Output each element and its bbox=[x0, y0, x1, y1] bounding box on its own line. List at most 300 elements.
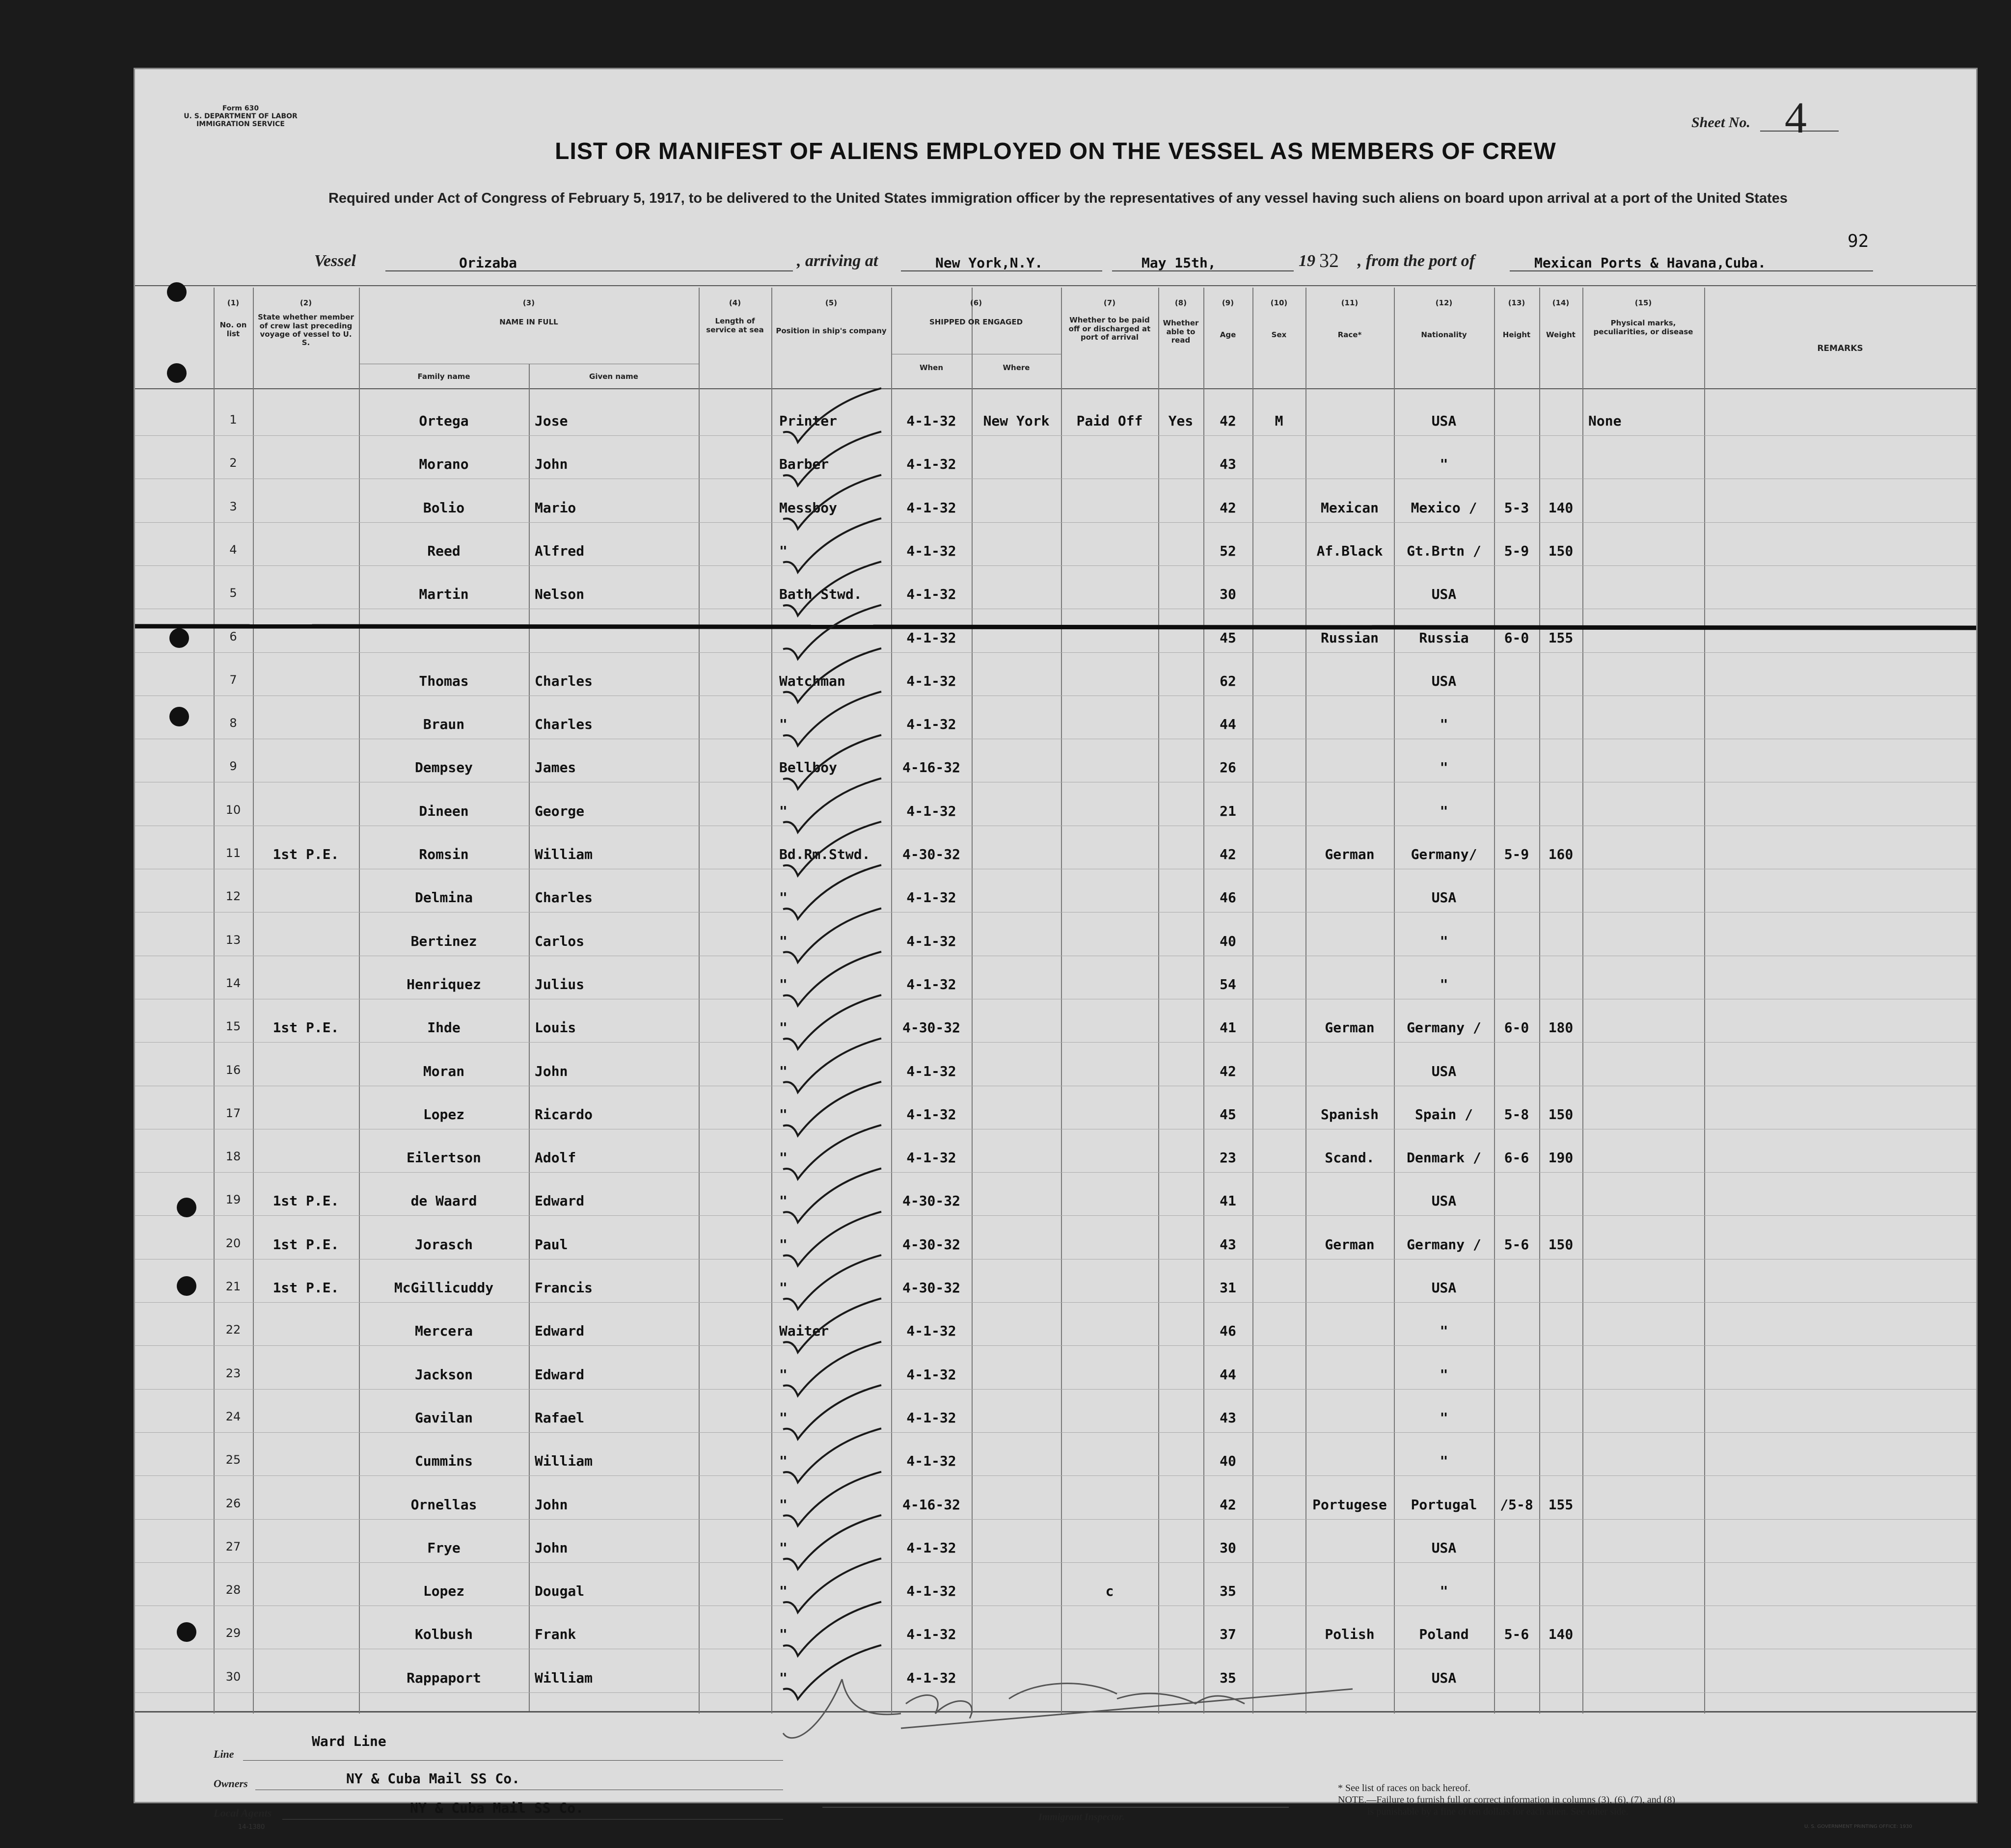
cell-family: Ortega bbox=[419, 413, 469, 429]
cell-family: Rappaport bbox=[407, 1669, 481, 1686]
cell-race: German bbox=[1325, 1019, 1375, 1036]
cell-nat: " bbox=[1440, 1453, 1448, 1470]
page-title: LIST OR MANIFEST OF ALIENS EMPLOYED ON THE VESSEL AS MEMBERS OF CREW bbox=[555, 138, 1556, 164]
check-mark bbox=[783, 995, 881, 1049]
cell-given: Frank bbox=[535, 1626, 576, 1643]
cell-no: 24 bbox=[225, 1409, 241, 1423]
cell-position: " bbox=[779, 803, 788, 819]
cell-nat: Germany / bbox=[1407, 1236, 1481, 1253]
cell-family: Gavilan bbox=[414, 1409, 473, 1426]
cell-no: 10 bbox=[225, 803, 241, 817]
cell-given: Dougal bbox=[535, 1583, 585, 1600]
cell-when: 4-1-32 bbox=[906, 672, 956, 689]
check-mark bbox=[783, 388, 881, 442]
cell-age: 35 bbox=[1220, 1583, 1236, 1600]
page-number: 92 bbox=[1848, 231, 1869, 251]
cell-position: " bbox=[779, 1150, 788, 1166]
cell-family: Ornellas bbox=[410, 1496, 477, 1513]
cell-when: 4-30-32 bbox=[902, 1280, 960, 1296]
cell-prev: 1st P.E. bbox=[272, 846, 339, 862]
col-header-given-name: Given name bbox=[589, 372, 638, 381]
cell-when: 4-30-32 bbox=[902, 846, 960, 862]
cell-race: Af.Black bbox=[1316, 542, 1383, 559]
cell-given: Francis bbox=[535, 1280, 593, 1296]
cell-when: 4-30-32 bbox=[902, 1193, 960, 1209]
cell-no: 3 bbox=[229, 499, 237, 513]
cell-when: 4-1-32 bbox=[906, 499, 956, 516]
cell-position: " bbox=[779, 1453, 788, 1470]
cell-weight: 150 bbox=[1548, 1236, 1574, 1253]
department: U. S. DEPARTMENT OF LABOR bbox=[184, 112, 298, 121]
check-mark bbox=[783, 562, 881, 616]
cell-given: Carlos bbox=[535, 933, 585, 949]
cell-position: " bbox=[779, 1063, 788, 1079]
cell-position: Waiter bbox=[779, 1323, 829, 1339]
cell-when: 4-1-32 bbox=[906, 1366, 956, 1383]
cell-given: John bbox=[535, 1539, 568, 1556]
cell-height: 5-9 bbox=[1504, 542, 1529, 559]
cell-age: 42 bbox=[1220, 499, 1236, 516]
arrival-year: 32 bbox=[1319, 249, 1339, 271]
cell-nat: Poland bbox=[1419, 1626, 1469, 1643]
cell-when: 4-16-32 bbox=[902, 1496, 960, 1513]
cell-given: William bbox=[535, 1453, 593, 1470]
cell-nat: USA bbox=[1431, 889, 1457, 906]
cell-weight: 140 bbox=[1548, 1626, 1574, 1643]
cell-position: Barber bbox=[779, 456, 829, 473]
cell-no: 21 bbox=[225, 1280, 241, 1293]
cell-when: 4-1-32 bbox=[906, 1150, 956, 1166]
cell-read: Yes bbox=[1168, 413, 1194, 429]
cell-given: Julius bbox=[535, 976, 585, 992]
col-header-paid-off: Whether to be paid off or discharged at port of arrival bbox=[1068, 316, 1151, 342]
col-header-family-name: Family name bbox=[417, 372, 470, 381]
cell-race: German bbox=[1325, 846, 1375, 862]
cell-age: 21 bbox=[1220, 803, 1236, 819]
cell-race: Scand. bbox=[1325, 1150, 1375, 1166]
cell-position: " bbox=[779, 542, 788, 559]
cell-position: Bd.Rm.Stwd. bbox=[779, 846, 870, 862]
cell-age: 35 bbox=[1220, 1669, 1236, 1686]
cell-prev: 1st P.E. bbox=[272, 1193, 339, 1209]
cell-when: 4-1-32 bbox=[906, 1106, 956, 1123]
cell-no: 4 bbox=[229, 542, 237, 557]
cell-age: 46 bbox=[1220, 889, 1236, 906]
check-mark bbox=[783, 909, 881, 963]
cell-position: Messboy bbox=[779, 499, 838, 516]
cell-height: 5-6 bbox=[1504, 1236, 1529, 1253]
check-mark bbox=[783, 1039, 881, 1093]
cell-when: 4-16-32 bbox=[902, 759, 960, 776]
cell-given: Edward bbox=[535, 1193, 585, 1209]
cell-when: 4-1-32 bbox=[906, 716, 956, 733]
cell-nat: Spain / bbox=[1414, 1106, 1473, 1123]
binder-hole bbox=[177, 1198, 196, 1217]
check-mark bbox=[783, 952, 881, 1006]
cell-no: 8 bbox=[229, 716, 237, 730]
cell-given: Edward bbox=[535, 1323, 585, 1339]
binder-hole bbox=[169, 628, 189, 648]
cell-given: Adolf bbox=[535, 1150, 576, 1166]
cell-when: 4-1-32 bbox=[906, 1626, 956, 1643]
cell-no: 15 bbox=[225, 1019, 241, 1034]
cell-when: 4-1-32 bbox=[906, 1583, 956, 1600]
binder-hole bbox=[177, 1276, 196, 1296]
cell-family: Morano bbox=[419, 456, 469, 473]
check-mark bbox=[783, 735, 881, 789]
cell-weight: 150 bbox=[1548, 1106, 1574, 1123]
agents-label: Local Agents bbox=[214, 1807, 272, 1819]
cell-nat: " bbox=[1440, 759, 1448, 776]
service: IMMIGRATION SERVICE bbox=[196, 120, 285, 129]
cell-nat: " bbox=[1440, 803, 1448, 819]
cell-no: 9 bbox=[229, 759, 237, 774]
footer-notes bbox=[1338, 1782, 1917, 1818]
cell-no: 20 bbox=[225, 1236, 241, 1250]
cell-family: Dempsey bbox=[414, 759, 473, 776]
cell-position: " bbox=[779, 1583, 788, 1600]
cell-height: 5-3 bbox=[1504, 499, 1529, 516]
cell-nat: Portugal bbox=[1411, 1496, 1477, 1513]
col-header-position: Position in ship's company bbox=[776, 326, 887, 336]
cell-nat: " bbox=[1440, 1409, 1448, 1426]
cell-age: 42 bbox=[1220, 413, 1236, 429]
cell-nat: " bbox=[1440, 976, 1448, 992]
cell-age: 41 bbox=[1220, 1193, 1236, 1209]
cell-given: Edward bbox=[535, 1366, 585, 1383]
check-mark bbox=[783, 692, 881, 746]
cell-position: " bbox=[779, 889, 788, 906]
cell-when: 4-1-32 bbox=[906, 456, 956, 473]
cell-position: Printer bbox=[779, 413, 838, 429]
cell-weight: 190 bbox=[1548, 1150, 1574, 1166]
cell-position: Watchman bbox=[779, 672, 845, 689]
check-mark bbox=[783, 1255, 881, 1309]
cell-nat: Russia bbox=[1419, 629, 1469, 646]
binder-hole bbox=[177, 1622, 196, 1642]
cell-position: " bbox=[779, 1106, 788, 1123]
check-mark bbox=[783, 1212, 881, 1266]
cell-position: " bbox=[779, 933, 788, 949]
cell-position: " bbox=[779, 1193, 788, 1209]
cell-family: Frye bbox=[427, 1539, 461, 1556]
cell-family: Martin bbox=[419, 586, 469, 603]
cell-no: 26 bbox=[225, 1496, 241, 1510]
cell-no: 7 bbox=[229, 672, 237, 687]
col-header-previous-voyage: State whether member of crew last preceding voyage of vessel to U. S. bbox=[258, 313, 354, 347]
cell-when: 4-1-32 bbox=[906, 1063, 956, 1079]
check-mark bbox=[783, 1168, 881, 1222]
cell-given: Jose bbox=[535, 413, 568, 429]
cell-family: Reed bbox=[427, 542, 461, 559]
cell-when: 4-1-32 bbox=[906, 933, 956, 949]
cell-prev: 1st P.E. bbox=[272, 1280, 339, 1296]
cell-no: 13 bbox=[225, 933, 241, 947]
cell-family: Moran bbox=[423, 1063, 465, 1079]
cell-age: 40 bbox=[1220, 1453, 1236, 1470]
arrival-date: May 15th, bbox=[1141, 255, 1216, 271]
manifest-sheet: Form 630 U. S. DEPARTMENT OF LABOR IMMIGRATION SERVICE Sheet No. 4 92 LIST OR MANIFEST OF ALIENS EMPLOYED ON THE VESSEL AS MEMBERS OF CREW Required under Act of Congress of February 5, 1917, to be delivered to the United States immigration officer by the representatives of any vessel having such aliens on board upon arrival at a port of the United States Vessel Orizaba , arriving at New York,N.Y. May 15th, 19 32 , from the port of Mexican Ports & Havana,Cuba. (1) No. on list (2) State whether member of crew last preceding voyage of vessel to U. S. (3) NAME IN FULL Family name Given name (4) Length of service at sea (5) Position in ship's company (6) SHIPPED OR ENGAGED When Where (7) Whether to be paid off or discharged at port of arrival (8) Whether able to read (9) Age (10) Sex (11) Race* (12) Nationality (13) Height (14) Weight (15) Physical marks, peculiarities, or disease REMARKS 1 Ortega Jose Printer 4-1-32 New York Paid Off Yes 42 M USA None 2 Morano John Barber 4-1-32 43 " 3 Bolio Mario Messboy 4-1-32 42 Mexican Mexico / 5-3 140 4 Reed Alfred " 4-1-32 52 Af.Black Gt.Brtn / 5-9 150 5 Martin Nelson Bath Stwd. 4-1-32 30 USA 6 4-1-32 45 Russian Russia 6-0 155 7 Thomas Charles Watchman 4-1-32 62 USA 8 Braun Charles " 4-1-32 44 " 9 Dempsey James Bellboy 4-16-32 26 " 10 Dineen George " 4-1-32 21 " 11 1st P.E. Romsin William Bd.Rm.Stwd. 4-30-32 42 German Germany/ 5-9 160 12 Delmina Charles " 4-1-32 46 USA 13 Bertinez Carlos " 4-1-32 40 " 14 Henriquez Julius " 4-1-32 54 " 15 1st P.E. Ihde Louis " 4-30-32 41 German Germany / 6-0 180 16 Moran John " 4-1-32 42 USA 17 Lopez Ricardo " 4-1-32 45 Spanish Spain / 5-8 150 18 Eilertson Adolf " 4-1-32 23 Scand. Denmark / 6-6 190 19 1st P.E. de Waard Edward " 4-30-32 41 USA 20 1st P.E. Jorasch Paul " 4-30-32 43 German Germany / 5-6 150 21 1st P.E. McGillicuddy Francis " 4-30-32 31 USA 22 Mercera Edward Waiter 4-1-32 46 " 23 Jackson Edward " 4-1-32 44 " 24 Gavilan Rafael " 4-1-32 43 " 25 Cummins William " 4-1-32 40 " 26 Ornellas John " 4-16-32 42 Portugese Portugal /5-8 155 27 Frye John " 4-1-32 30 USA 28 Lopez Dougal " 4-1-32 c 35 " 29 Kolbush Frank " 4-1-32 37 Polish Poland 5-6 140 30 Rappaport William " 4-1-32 35 USA Line Ward Line Owners NY & Cuba Mail SS Co. Local Agents NY & Cuba Mail SS Co. 14-1380 Immigrant Inspector. * See list of races on back hereof. NOTE.—Failure to furnish full or correct information in columns (3), (6), (7), and (8) is punishable by a fine of ten dollars for each alien. See other side. U. S. GOVERNMENT PRINTING OFFICE: 1930 bbox=[134, 68, 1978, 1803]
cell-family: Romsin bbox=[419, 846, 469, 862]
owners-value: NY & Cuba Mail SS Co. bbox=[346, 1770, 520, 1787]
cell-family: McGillicuddy bbox=[394, 1280, 494, 1296]
col-header-race: Race* bbox=[1337, 330, 1362, 340]
cell-family: Thomas bbox=[419, 672, 469, 689]
cell-age: 41 bbox=[1220, 1019, 1236, 1036]
note-races: * See list of races on back hereof. bbox=[1338, 1783, 1470, 1794]
cell-nat: " bbox=[1440, 933, 1448, 949]
cell-nat: " bbox=[1440, 1366, 1448, 1383]
cell-height: 6-0 bbox=[1504, 1019, 1529, 1036]
check-mark bbox=[783, 518, 881, 572]
cell-where: New York bbox=[983, 413, 1050, 429]
check-mark bbox=[783, 1428, 881, 1482]
cell-nat: USA bbox=[1431, 672, 1457, 689]
cell-when: 4-30-32 bbox=[902, 1019, 960, 1036]
cell-height: 6-0 bbox=[1504, 629, 1529, 646]
cell-height: 5-6 bbox=[1504, 1626, 1529, 1643]
cell-weight: 150 bbox=[1548, 542, 1574, 559]
vessel-name: Orizaba bbox=[459, 255, 517, 271]
cell-position: " bbox=[779, 1626, 788, 1643]
signature-mark bbox=[783, 1679, 1353, 1738]
check-marks bbox=[135, 69, 1976, 1802]
check-mark bbox=[783, 1082, 881, 1136]
cell-no: 25 bbox=[225, 1453, 241, 1467]
from-label: , from the port of bbox=[1358, 252, 1475, 270]
check-mark bbox=[783, 1558, 881, 1612]
cell-given: George bbox=[535, 803, 585, 819]
cell-when: 4-1-32 bbox=[906, 586, 956, 603]
cell-family: Jackson bbox=[414, 1366, 473, 1383]
cell-age: 42 bbox=[1220, 1063, 1236, 1079]
col-header-age: Age bbox=[1220, 330, 1236, 340]
cell-age: 42 bbox=[1220, 846, 1236, 862]
col-header-nationality: Nationality bbox=[1421, 330, 1467, 340]
cell-no: 27 bbox=[225, 1539, 241, 1553]
cell-nat: Gt.Brtn / bbox=[1407, 542, 1481, 559]
cell-race: Portugese bbox=[1312, 1496, 1387, 1513]
cell-age: 62 bbox=[1220, 672, 1236, 689]
cell-race: German bbox=[1325, 1236, 1375, 1253]
cell-no: 22 bbox=[225, 1323, 241, 1337]
cell-when: 4-1-32 bbox=[906, 542, 956, 559]
cell-given: Alfred bbox=[535, 542, 585, 559]
cell-family: Bolio bbox=[423, 499, 465, 516]
cell-age: 42 bbox=[1220, 1496, 1236, 1513]
cell-nat: Mexico / bbox=[1411, 499, 1477, 516]
cell-prev: 1st P.E. bbox=[272, 1019, 339, 1036]
cell-nat: Germany / bbox=[1407, 1019, 1481, 1036]
cell-height: 6-6 bbox=[1504, 1150, 1529, 1166]
form-number: Form 630 bbox=[222, 105, 259, 112]
check-mark bbox=[783, 1472, 881, 1526]
cell-family: Bertinez bbox=[410, 933, 477, 949]
cell-when: 4-1-32 bbox=[906, 413, 956, 429]
cell-age: 30 bbox=[1220, 586, 1236, 603]
check-mark bbox=[783, 1515, 881, 1569]
cell-when: 4-30-32 bbox=[902, 1236, 960, 1253]
cell-weight: 155 bbox=[1548, 1496, 1574, 1513]
check-mark bbox=[783, 1385, 881, 1439]
cell-position: " bbox=[779, 1409, 788, 1426]
cell-nat: " bbox=[1440, 716, 1448, 733]
cell-position: " bbox=[779, 1019, 788, 1036]
cell-given: Charles bbox=[535, 716, 593, 733]
col-header-length-of-service: Length of service at sea bbox=[706, 317, 764, 334]
note-fine: NOTE.—Failure to furnish full or correct information in columns (3), (6), (7), and (8) bbox=[1338, 1794, 1676, 1805]
cell-age: 45 bbox=[1220, 629, 1236, 646]
cell-position: Bellboy bbox=[779, 759, 838, 776]
col-header-remarks: REMARKS bbox=[1817, 344, 1863, 353]
cell-age: 31 bbox=[1220, 1280, 1236, 1296]
col-header-name: NAME IN FULL bbox=[499, 318, 558, 327]
cell-no: 2 bbox=[229, 456, 237, 470]
cell-family: de Waard bbox=[410, 1193, 477, 1209]
cell-paid: Paid Off bbox=[1076, 413, 1143, 429]
year-prefix: 19 bbox=[1299, 252, 1315, 270]
cell-given: William bbox=[535, 846, 593, 862]
check-mark bbox=[783, 822, 881, 876]
inspector-label: Immigrant Inspector. bbox=[1038, 1812, 1125, 1822]
cell-given: John bbox=[535, 456, 568, 473]
cell-no: 1 bbox=[229, 413, 237, 427]
cell-given: William bbox=[535, 1669, 593, 1686]
form-code: 14-1380 bbox=[238, 1823, 265, 1831]
cell-age: 45 bbox=[1220, 1106, 1236, 1123]
cell-given: Mario bbox=[535, 499, 576, 516]
col-header-where: Where bbox=[1003, 363, 1030, 372]
cell-family: Dineen bbox=[419, 803, 469, 819]
cell-family: Delmina bbox=[414, 889, 473, 906]
cell-weight: 155 bbox=[1548, 629, 1574, 646]
cell-position: " bbox=[779, 1496, 788, 1513]
check-mark bbox=[783, 1342, 881, 1396]
cell-given: Paul bbox=[535, 1236, 568, 1253]
check-mark bbox=[783, 648, 881, 702]
cell-no: 30 bbox=[225, 1669, 241, 1684]
cell-race: Russian bbox=[1320, 629, 1379, 646]
cell-age: 44 bbox=[1220, 1366, 1236, 1383]
cell-paid: c bbox=[1105, 1583, 1114, 1600]
vessel-label: Vessel bbox=[314, 252, 356, 270]
check-mark bbox=[783, 1125, 881, 1179]
cell-no: 28 bbox=[225, 1583, 241, 1597]
cell-position: " bbox=[779, 1366, 788, 1383]
line-value: Ward Line bbox=[312, 1733, 386, 1749]
cell-nat: " bbox=[1440, 456, 1448, 473]
cell-nat: USA bbox=[1431, 413, 1457, 429]
page-subtitle: Required under Act of Congress of February 5, 1917, to be delivered to the United States immigration officer by the representatives of any vessel having such aliens on board upon arrival at a port of the United States bbox=[328, 190, 1788, 206]
cell-nat: USA bbox=[1431, 1193, 1457, 1209]
cell-no: 29 bbox=[225, 1626, 241, 1640]
cell-when: 4-1-32 bbox=[906, 1453, 956, 1470]
cell-age: 40 bbox=[1220, 933, 1236, 949]
note-fine-cont: is punishable by a fine of ten dollars for each alien. See other side. bbox=[1367, 1806, 1629, 1817]
cell-age: 43 bbox=[1220, 456, 1236, 473]
col-header-sex: Sex bbox=[1271, 330, 1287, 340]
cell-position: Bath Stwd. bbox=[779, 586, 862, 603]
binder-hole bbox=[167, 363, 187, 383]
cell-position: " bbox=[779, 1669, 788, 1686]
cell-no: 16 bbox=[225, 1063, 241, 1077]
cell-given: John bbox=[535, 1496, 568, 1513]
binder-hole bbox=[167, 282, 187, 302]
check-mark bbox=[783, 475, 881, 529]
cell-family: Cummins bbox=[414, 1453, 473, 1470]
cell-race: Polish bbox=[1325, 1626, 1375, 1643]
cell-age: 43 bbox=[1220, 1236, 1236, 1253]
col-header-height: Height bbox=[1502, 330, 1531, 340]
check-mark bbox=[783, 1645, 881, 1699]
cell-when: 4-1-32 bbox=[906, 1539, 956, 1556]
cell-when: 4-1-32 bbox=[906, 1409, 956, 1426]
cell-family: Lopez bbox=[423, 1583, 465, 1600]
sheet-label: Sheet No. bbox=[1691, 114, 1750, 131]
cell-family: Ihde bbox=[427, 1019, 461, 1036]
cell-given: Charles bbox=[535, 672, 593, 689]
line-label: Line bbox=[214, 1748, 234, 1760]
cell-age: 30 bbox=[1220, 1539, 1236, 1556]
cell-no: 23 bbox=[225, 1366, 241, 1380]
cell-position: " bbox=[779, 1539, 788, 1556]
cell-nat: USA bbox=[1431, 586, 1457, 603]
cell-height: 5-9 bbox=[1504, 846, 1529, 862]
cell-given: James bbox=[535, 759, 576, 776]
check-mark bbox=[783, 605, 881, 659]
cell-weight: 180 bbox=[1548, 1019, 1574, 1036]
cell-family: Kolbush bbox=[414, 1626, 473, 1643]
arrival-port: New York,N.Y. bbox=[935, 255, 1043, 271]
cell-nat: " bbox=[1440, 1323, 1448, 1339]
check-mark bbox=[783, 865, 881, 919]
cell-marks: None bbox=[1588, 413, 1622, 429]
cell-prev: 1st P.E. bbox=[272, 1236, 339, 1253]
cell-age: 44 bbox=[1220, 716, 1236, 733]
from-port: Mexican Ports & Havana,Cuba. bbox=[1534, 255, 1766, 271]
cell-no: 17 bbox=[225, 1106, 241, 1120]
check-mark bbox=[783, 431, 881, 485]
cell-family: Lopez bbox=[423, 1106, 465, 1123]
cell-nat: Denmark / bbox=[1407, 1150, 1481, 1166]
cell-no: 18 bbox=[225, 1150, 241, 1164]
cell-no: 6 bbox=[229, 629, 237, 643]
cell-given: John bbox=[535, 1063, 568, 1079]
binder-hole bbox=[169, 707, 189, 726]
cell-family: Jorasch bbox=[414, 1236, 473, 1253]
cell-position: " bbox=[779, 976, 788, 992]
owners-label: Owners bbox=[214, 1777, 248, 1790]
check-mark bbox=[783, 778, 881, 832]
cell-nat: USA bbox=[1431, 1063, 1457, 1079]
cell-nat: Germany/ bbox=[1411, 846, 1477, 862]
cell-position: " bbox=[779, 1280, 788, 1296]
cell-when: 4-1-32 bbox=[906, 803, 956, 819]
cell-nat: USA bbox=[1431, 1669, 1457, 1686]
cell-nat: " bbox=[1440, 1583, 1448, 1600]
cell-given: Nelson bbox=[535, 586, 585, 603]
cell-given: Louis bbox=[535, 1019, 576, 1036]
col-header-shipped-engaged: SHIPPED OR ENGAGED bbox=[929, 318, 1023, 327]
cell-height: /5-8 bbox=[1500, 1496, 1533, 1513]
cell-no: 5 bbox=[229, 586, 237, 600]
cell-weight: 140 bbox=[1548, 499, 1574, 516]
cell-no: 12 bbox=[225, 889, 241, 904]
cell-family: Eilertson bbox=[407, 1150, 481, 1166]
cell-when: 4-1-32 bbox=[906, 1323, 956, 1339]
cell-nat: USA bbox=[1431, 1280, 1457, 1296]
cell-age: 37 bbox=[1220, 1626, 1236, 1643]
